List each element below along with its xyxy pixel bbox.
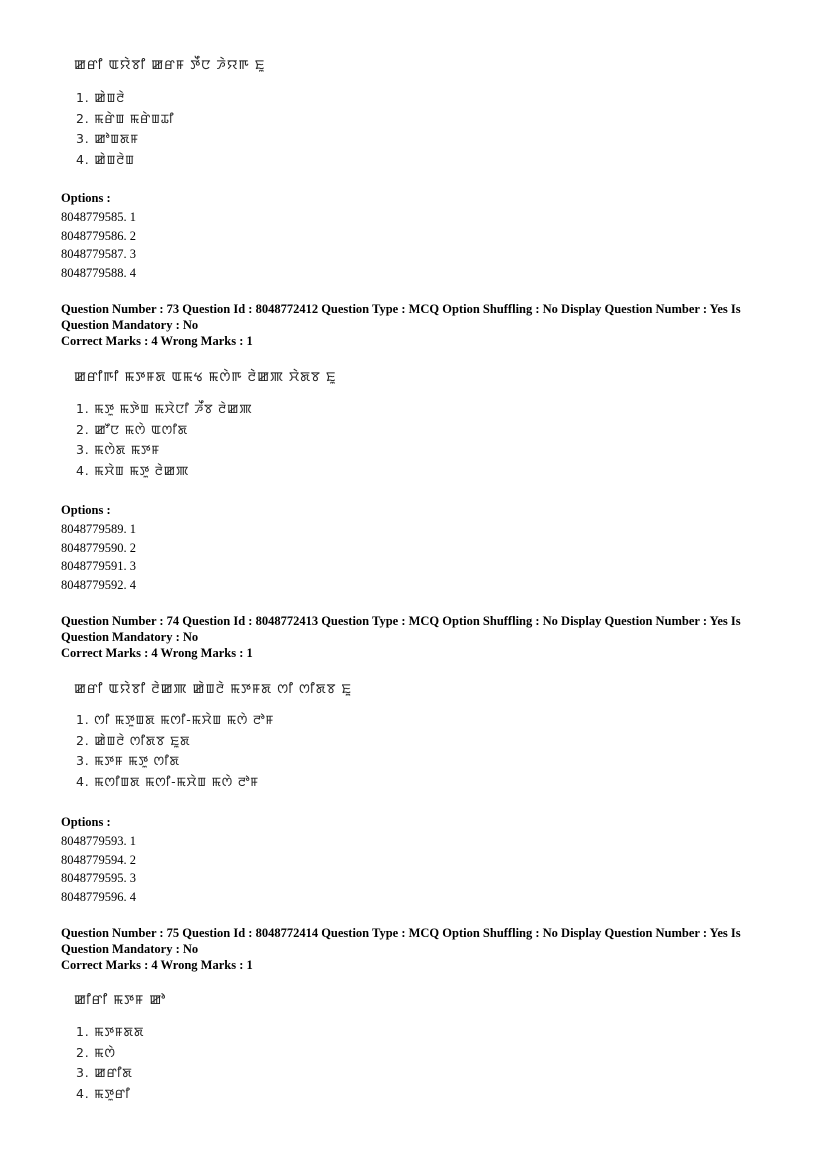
option-id: 8048779585. 1	[61, 210, 136, 224]
question-stem: ꯀꯔꯤ ꯑꯌꯥꯕꯤ ꯀꯔꯝ ꯇꯩꯅ ꯍꯥꯌꯒ ꯐꯨ	[74, 58, 266, 73]
answer-list	[76, 710, 274, 792]
question-stem: ꯀꯔꯤꯒꯤ ꯃꯇꯝꯗ ꯑꯃꯠ ꯃꯁꯥꯒ ꯂꯥꯀꯄ ꯆꯥꯗꯕ ꯐꯨ	[74, 370, 337, 385]
option-id: 8048779595. 3	[61, 871, 136, 886]
question-meta: Question Number : 75 Question Id : 8048772414 Question Type : MCQ Option Shuffling : No Display Question Number : Yes Is	[61, 926, 741, 940]
option-id: 8048779586. 2	[61, 228, 136, 243]
question-marks: Correct Marks : 4 Wrong Marks : 1	[61, 334, 253, 348]
question-mandatory: Question Mandatory : No	[61, 630, 199, 644]
answer-item: 1. ꯃꯇꯨ ꯃꯇꯥꯡ ꯃꯆꯥꯅꯤ ꯍꯩꯕ ꯂꯥꯀꯄ	[76, 401, 253, 416]
answer-item: 2. ꯀꯧꯅ ꯃꯁꯥ ꯑꯁꯤꯗ	[76, 421, 188, 437]
question-header	[61, 925, 761, 973]
question-meta: Question Number : 74 Question Id : 8048772413 Question Type : MCQ Option Shuffling : No Display Question Number : Yes Is	[61, 614, 741, 628]
question-header	[61, 613, 761, 661]
options-title: Options :	[61, 815, 111, 829]
question-header	[61, 301, 761, 349]
option-id: 8048779594. 2	[61, 852, 136, 867]
question-meta: Question Number : 73 Question Id : 8048772412 Question Type : MCQ Option Shuffling : No Display Question Number : Yes Is	[61, 302, 741, 316]
question-stem: ꯀꯤꯔꯤ ꯃꯇꯝ ꯀꯣ	[74, 993, 167, 1008]
answer-item: 2. ꯀꯥꯡꯂꯥ ꯁꯤꯗꯕ ꯐꯨꯗ	[76, 732, 191, 748]
answer-item: 3. ꯃꯇꯝ ꯃꯇꯨ ꯁꯤꯗ	[76, 753, 180, 768]
question-marks: Correct Marks : 4 Wrong Marks : 1	[61, 958, 253, 972]
option-id: 8048779589. 1	[61, 522, 136, 536]
option-id: 8048779587. 3	[61, 247, 136, 262]
answer-item: 3. ꯀꯔꯤꯗ	[76, 1065, 133, 1080]
options-list	[61, 501, 136, 595]
answer-item: 2. ꯃꯔꯥꯡ ꯃꯔꯥꯡꯊꯤ	[76, 110, 175, 126]
question-mandatory: Question Mandatory : No	[61, 318, 199, 332]
answer-item: 1. ꯃꯇꯝꯗꯗ	[76, 1024, 145, 1039]
option-id: 8048779590. 2	[61, 540, 136, 555]
answer-item: 1. ꯀꯥꯡꯂꯥ	[76, 90, 126, 105]
option-id: 8048779591. 3	[61, 559, 136, 574]
answer-item: 4. ꯃꯇꯨꯔꯤ	[76, 1085, 131, 1101]
option-id: 8048779593. 1	[61, 834, 136, 848]
answer-list	[76, 1022, 144, 1104]
answer-item: 4. ꯃꯁꯤꯡꯗ ꯃꯁꯤ-ꯃꯆꯥꯡ ꯃꯁꯥ ꯂꯣꯝ	[76, 773, 259, 789]
options-title: Options :	[61, 503, 111, 517]
answer-list	[76, 88, 174, 170]
options-list	[61, 813, 136, 907]
question-mandatory: Question Mandatory : No	[61, 942, 199, 956]
question-stem: ꯀꯔꯤ ꯑꯌꯥꯕꯤ ꯂꯥꯀꯄ ꯀꯥꯡꯂꯥ ꯃꯇꯝꯗ ꯁꯤ ꯁꯤꯗꯕ ꯐꯨ	[74, 682, 352, 697]
question-marks: Correct Marks : 4 Wrong Marks : 1	[61, 646, 253, 660]
answer-list	[76, 399, 252, 481]
option-id: 8048779596. 4	[61, 890, 136, 905]
answer-item: 3. ꯃꯁꯥꯗ ꯃꯇꯝ	[76, 442, 161, 457]
answer-item: 4. ꯃꯆꯥꯡ ꯃꯇꯨ ꯂꯥꯀꯄ	[76, 462, 190, 478]
options-list	[61, 189, 136, 283]
answer-item: 1. ꯁꯤ ꯃꯇꯨꯡꯗ ꯃꯁꯤ-ꯃꯆꯥꯡ ꯃꯁꯥ ꯂꯣꯝ	[76, 712, 275, 727]
answer-item: 3. ꯀꯣꯡꯗꯝ	[76, 131, 139, 146]
option-id: 8048779592. 4	[61, 578, 136, 593]
options-title: Options :	[61, 191, 111, 205]
option-id: 8048779588. 4	[61, 266, 136, 281]
answer-item: 4. ꯀꯥꯡꯂꯥꯡ	[76, 151, 135, 167]
answer-item: 2. ꯃꯁꯥ	[76, 1044, 116, 1060]
